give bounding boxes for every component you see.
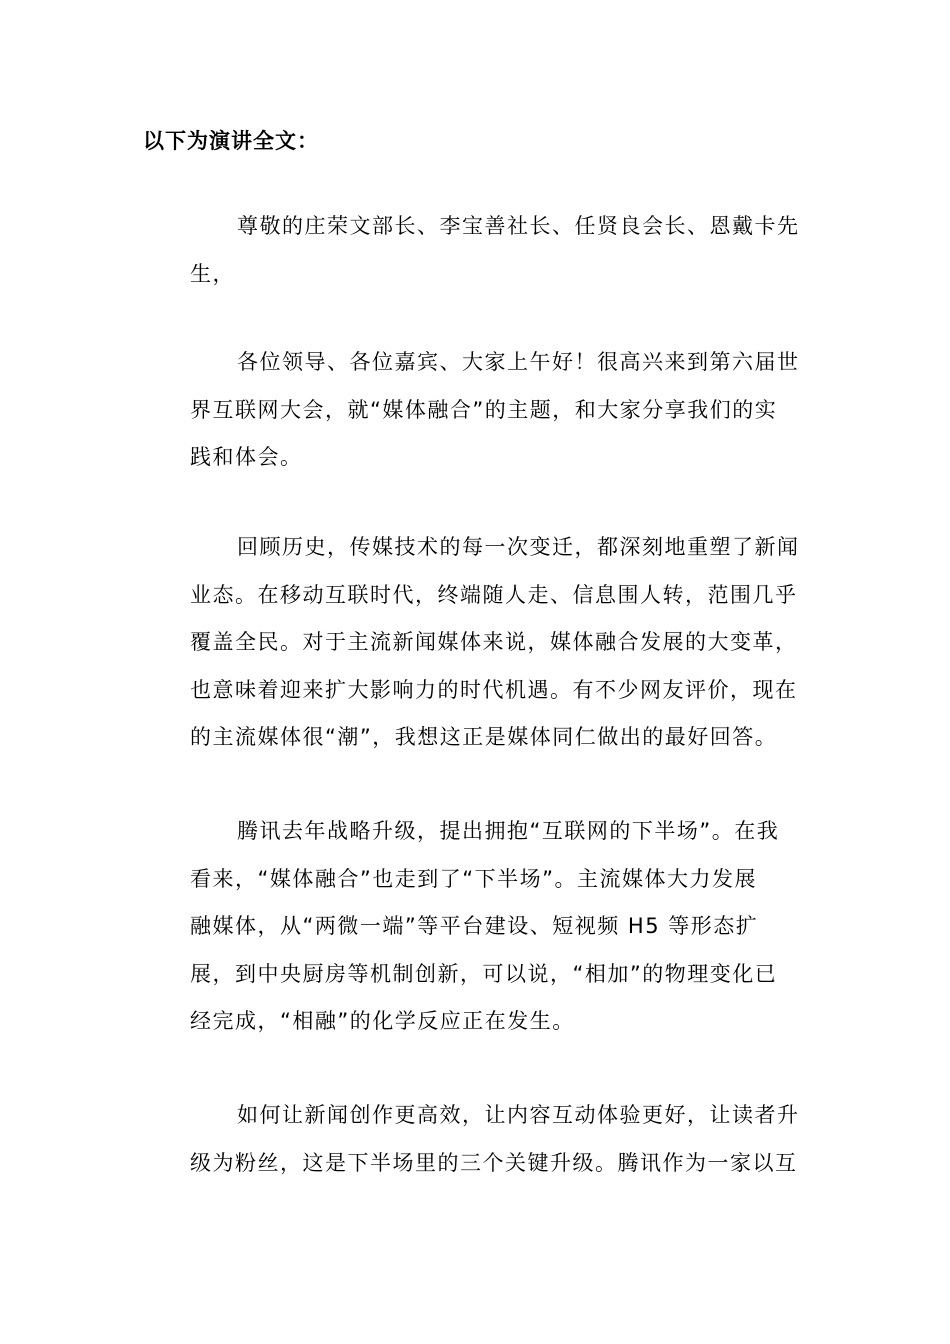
paragraph-line: 也意味着迎来扩大影响力的时代机遇。有不少网友评价，现在 [190,677,798,702]
paragraph-line: 回顾历史，传媒技术的每一次变迁，都深刻地重塑了新闻 [237,535,800,559]
paragraph-history [143,524,800,762]
paragraph-line: 生， [190,261,235,286]
paragraph-line: 界互联网大会，就“媒体融合”的主题，和大家分享我们的实 [190,397,778,422]
paragraph-line: 的主流媒体很“潮”，我想这正是媒体同仁做出的最好回答。 [190,725,778,749]
paragraph-upgrade [143,1092,800,1187]
paragraph-line: 腾讯去年战略升级，提出拥抱“互联网的下半场”。在我 [237,819,780,843]
paragraph-line: 覆盖全民。对于主流新闻媒体来说，媒体融合发展的大变革， [190,630,798,654]
paragraph-line: 践和体会。 [190,445,303,469]
paragraph-line: 业态。在移动互联时代，终端随人走、信息围人转，范围几乎 [190,582,798,607]
paragraph-line: 级为粉丝，这是下半场里的三个关键升级。腾讯作为一家以互 [190,1150,798,1175]
paragraph-line: 如何让新闻创作更高效，让内容互动体验更好，让读者升 [237,1103,800,1127]
paragraph-line: 尊敬的庄荣文部长、李宝善社长、任贤良会长、恩戴卡先 [237,214,800,238]
paragraph-greeting [143,203,800,298]
paragraph-line: 经完成，“相融”的化学反应正在发生。 [190,1009,575,1033]
paragraph-line: 展，到中央厨房等机制创新，可以说，“相加”的物理变化已 [190,961,778,986]
paragraph-line: 各位领导、各位嘉宾、大家上午好！很高兴来到第六届世 [237,350,800,374]
paragraph-strategy [143,808,793,1046]
paragraph-line: 看来，“媒体融合”也走到了“下半场”。主流媒体大力发展 [190,866,758,891]
paragraph-opening [143,339,800,482]
paragraph-line: 融媒体，从“两微一端”等平台建设、短视频 H5 等形态扩 [190,914,759,938]
document-heading: 以下为演讲全文： [143,129,319,153]
